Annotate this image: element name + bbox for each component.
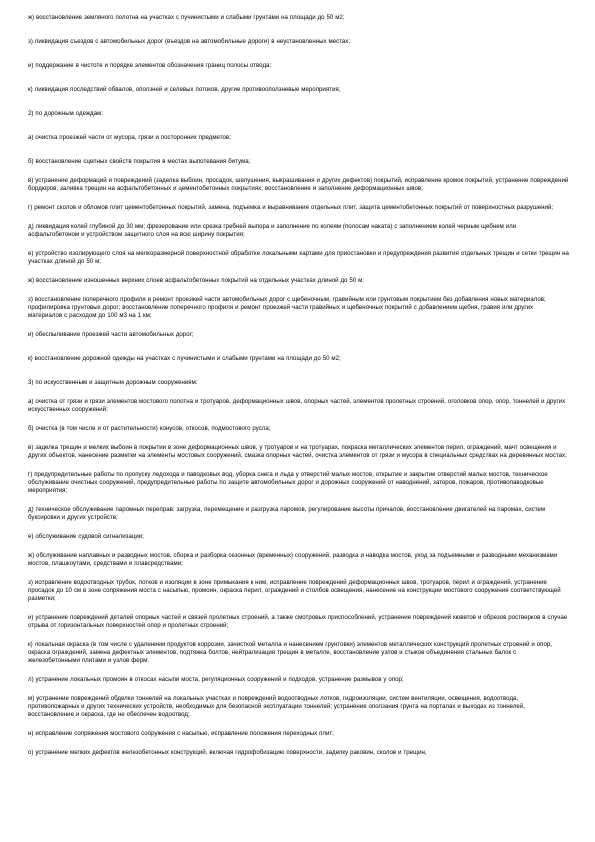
paragraph: е) устройство изолирующего слоя на мелкоразмерной поверхностной обработке локальными картами для приостановки и предупреждения развития отдельных трещин и сетки трещин на участках длиной до 50 м; xyxy=(28,250,569,265)
paragraph: з) ликвидация съездов с автомобильных дорог (въездов на автомобильные дороги) в неустановленных местах; xyxy=(28,38,351,45)
paragraph: и) устранение повреждений деталей опорных частей и связей пролетных строений, а также смотровых приспособлений, устранение повреждений кюветов и обрезов ростверков в случае отрыва от горизонтальных поверхностей опор и пролетных строений; xyxy=(28,614,568,629)
paragraph: и) обеспыливание проезжей части автомобильных дорог; xyxy=(28,331,194,338)
paragraph: к) локальная окраска (в том числе с удалением продуктов коррозии, зачисткой металла и нанесением грунтовки) элементов металлических конструкций пролетных строений и опор, окраска ограждений, замена дефектных элементов, подтяжка болтов, нейтрализация трещин в металле, восстановление узлов и стыков объединения стальных балок с железобетонными плитами и узлов ферм; xyxy=(28,641,553,664)
paragraph: ж) восстановление изношенных верхних слоев асфальтобетонных покрытий на отдельных участках длиной до 50 м; xyxy=(28,277,364,284)
paragraph: е) обслуживание судовой сигнализации; xyxy=(28,533,144,540)
paragraph: м) устранение повреждений обделки тоннелей на локальных участках и повреждений водоотводных лотков, гидроизоляции, систем вентиляции, освещения, водоотвода, противопожарных и других технических устройств, необходимых для безопасной эксплуатации тоннелей; устранение оползания грунта на порталах и выходах из тоннелей, восстановление и окраска, где не обеспечен водоотвод; xyxy=(28,695,525,718)
paragraph: о) устранение мелких дефектов железобетонных конструкций, включая гидрофобизацию поверхности, заделку раковин, сколов и трещин, xyxy=(28,749,427,756)
paragraph: б) очистка (в том числе и от растительности) конусов, откосов, подмостового русла; xyxy=(28,425,271,432)
paragraph: г) предупредительные работы по пропуску ледохода и паводковых вод, уборка снега и льда у отверстий малых мостов, открытие и закрытие отверстий малых мостов, техническое обслуживание очистных сооружений, предупредительные работы по защите автомобильных дорог и дорожных сооружений от наводнений, заторов, пожаров, противопаводковые мероприятия; xyxy=(28,471,548,494)
paragraph: к) восстановление дорожной одежды на участках с пучинистыми и слабыми грунтами на площади до 50 м2; xyxy=(28,355,341,362)
paragraph: а) очистка проезжей части от мусора, грязи и посторонних предметов; xyxy=(28,134,231,141)
paragraph: г) ремонт сколов и обломов плит цементобетонных покрытий, замена, подъемка и выравнивание отдельных плит, защита цементобетонных покрытий от поверхностных разрушений; xyxy=(28,204,554,211)
paragraph: ж) восстановление земляного полотна на участках с пучинистыми и слабыми грунтами на площади до 50 м2; xyxy=(28,14,345,21)
paragraph: к) ликвидация последствий обвалов, оползней и селевых потоков, другие противооползневые мероприятия; xyxy=(28,86,341,93)
paragraph: з) восстановление поперечного профиля и ремонт проезжей части автомобильных дорог с щебеночным, гравийным или грунтовым покрытием без добавления новых материалов; профилировка грунтовых дорог; восстановление поперечного профиля и ремонт проезжей части гравийных и щебеночных покрытий с добавлением щебня, гравия или других материалов с расходом до 100 м3 на 1 км; xyxy=(28,296,546,319)
paragraph: л) устранение локальных промоин в откосах насыпи моста, регуляционных сооружений и подходов, устранение размывов у опор; xyxy=(28,676,404,683)
paragraph: ж) обслуживание наплавных и разводных мостов, сборка и разборка сезонных (временных) сооружений, разводка и наводка мостов, уход за подъемными и разводными механизмами мостов, плашкоутами, средствами и плавсредствами; xyxy=(28,552,558,567)
paragraph: д) ликвидация колей глубиной до 30 мм; фрезерование или срезка гребней выпора и заполнение по колеям (полосам наката) с заполнением колей черным щебнем или асфальтобетоном и устройством защитного слоя на всю ширину покрытия; xyxy=(28,223,517,238)
section-heading: 2) по дорожным одеждам: xyxy=(28,110,103,117)
paragraph: а) очистка от грязи и грязи элементов мостового полотна и тротуаров, деформационных швов, опорных частей, элементов пролетных строений, оголовков опор, опор, тоннелей и других искусственных сооружений; xyxy=(28,398,566,413)
paragraph: в) заделка трещин и мелких выбоин в покрытии в зоне деформационных швов, у тротуаров и на тротуарах, покраска металлических элементов перил, ограждений, мачт освещения и других объектов, нанесение разметки на элементы мостовых сооружений, смазка опорных частей, очистка элементов от грязи и мусора в специальных средствах на деревянных мостах; xyxy=(28,444,567,459)
section-heading: 3) по искусственным и защитным дорожным сооружениям: xyxy=(28,379,198,386)
paragraph: и) поддержание в чистоте и порядке элементов обозначения границ полосы отвода; xyxy=(28,62,272,69)
paragraph: з) исправление водоотводных трубок, лотков и изоляции в зоне примыкания к ним, исправление повреждений деформационных швов, тротуаров, перил и ограждений, устранение просадок до 10 см в зоне сопряжения моста с насыпью, промоин, окраска перил, ограждений и столбов освещения, нанесение на конструкции мостового сооружения соответствующей разметки; xyxy=(28,579,561,602)
paragraph: н) исправление сопряжения мостового сооружения с насыпью, исправление положения переходных плит; xyxy=(28,730,334,737)
paragraph: д) техническое обслуживание паромных переправ: загрузка, перемещение и разгрузка паромов, регулирование высоты причалов, восстановление двигателей на паромах, систем буксировки и других устройств; xyxy=(28,506,546,521)
paragraph: в) устранение деформаций и повреждений (заделка выбоин, просадок, шелушения, выкрашивания и других дефектов) покрытий, исправление кромок покрытий, устранение повреждений бордюров, заливка трещин на асфальтобетонных и цементобетонных покрытиях, восстановление и заполнение деформационных швов; xyxy=(28,177,569,192)
paragraph: б) восстановление сцепных свойств покрытия в местах выпотевания битума; xyxy=(28,158,251,165)
